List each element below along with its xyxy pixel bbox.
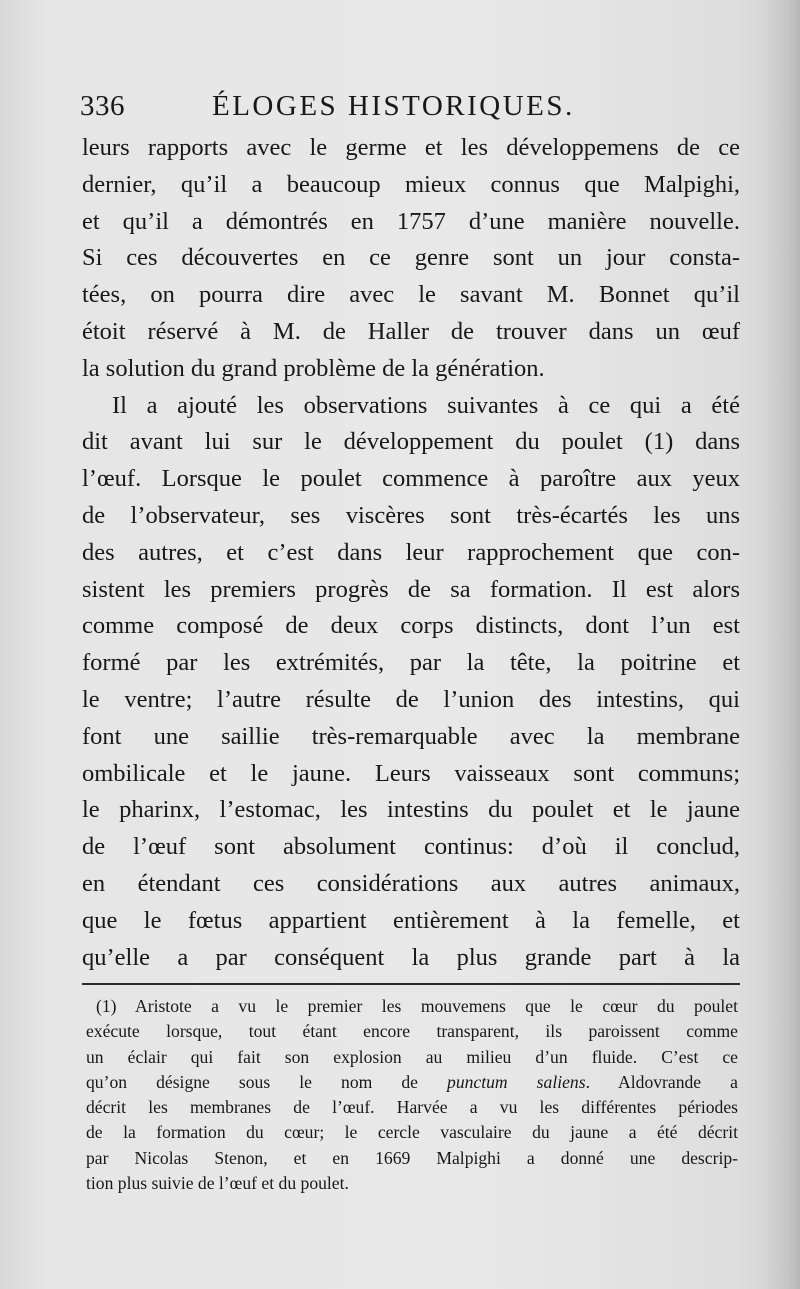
- running-title: ÉLOGES HISTORIQUES.: [212, 90, 575, 122]
- text-line: dit avant lui sur le développement du poulet (1) dans: [82, 428, 740, 456]
- text-line: comme composé de deux corps distincts, dont l’un est: [82, 612, 740, 640]
- footnote-line: un éclair qui fait son explosion au milieu d’un fluide. C’est ce: [86, 1046, 738, 1067]
- footnote-italic-term: punctum saliens: [447, 1071, 586, 1092]
- text-line: le ventre; l’autre résulte de l’union des intestins, qui: [82, 685, 740, 713]
- footnote-text: qu’on désigne sous le nom de: [86, 1071, 418, 1092]
- text-line: Si ces découvertes en ce genre sont un jour consta-: [82, 244, 740, 272]
- footnote: [86, 994, 738, 1196]
- text-line: formé par les extrémités, par la tête, la poitrine et: [82, 649, 740, 677]
- text-line: font une saillie très-remarquable avec la membrane: [82, 722, 740, 750]
- footnote-line: de la formation du cœur; le cercle vasculaire du jaune a été décrit: [86, 1122, 738, 1143]
- footnote-line: (1) Aristote a vu le premier les mouvemens que le cœur du poulet: [96, 996, 738, 1016]
- footnote-text: . Aldovrande a: [585, 1071, 738, 1092]
- main-text: [82, 130, 740, 976]
- footnote-rule: [82, 983, 740, 985]
- text-line: qu’elle a par conséquent la plus grande part à la: [82, 943, 740, 971]
- footnote-line: par Nicolas Stenon, et en 1669 Malpighi a donné une descrip-: [86, 1147, 738, 1168]
- footnote-line: décrit les membranes de l’œuf. Harvée a vu les différentes périodes: [86, 1097, 738, 1118]
- text-line: tées, on pourra dire avec le savant M. Bonnet qu’il: [82, 281, 740, 309]
- text-line: Il a ajouté les observations suivantes à ce qui a été: [112, 391, 740, 419]
- text-line: et qu’il a démontrés en 1757 d’une manière nouvelle.: [82, 207, 740, 235]
- text-line: le pharinx, l’estomac, les intestins du poulet et le jaune: [82, 796, 740, 824]
- text-line: en étendant ces considérations aux autres animaux,: [82, 869, 740, 897]
- text-line: la solution du grand problème de la génération.: [82, 354, 545, 382]
- text-line: dernier, qu’il a beaucoup mieux connus que Malpighi,: [82, 170, 740, 198]
- text-line: sistent les premiers progrès de sa formation. Il est alors: [82, 575, 740, 603]
- page-header: [80, 82, 740, 126]
- text-line: ombilicale et le jaune. Leurs vaisseaux sont communs;: [82, 759, 740, 787]
- page-edge-shadow: [760, 0, 800, 1289]
- text-line: de l’observateur, ses viscères sont très-écartés les uns: [82, 501, 740, 529]
- page-number: 336: [80, 90, 125, 122]
- footnote-line: tion plus suivie de l’œuf et du poulet.: [86, 1173, 349, 1194]
- text-line: étoit réservé à M. de Haller de trouver dans un œuf: [82, 317, 740, 345]
- footnote-line: [86, 1070, 738, 1095]
- footnote-line: exécute lorsque, tout étant encore transparent, ils paroissent comme: [86, 1021, 738, 1042]
- text-line: de l’œuf sont absolument continus: d’où il conclud,: [82, 833, 740, 861]
- text-line: que le fœtus appartient entièrement à la femelle, et: [82, 906, 740, 934]
- text-line: des autres, et c’est dans leur rapprochement que con-: [82, 538, 740, 566]
- text-line: l’œuf. Lorsque le poulet commence à paroître aux yeux: [82, 465, 740, 493]
- text-line: leurs rapports avec le germe et les développemens de ce: [82, 134, 740, 161]
